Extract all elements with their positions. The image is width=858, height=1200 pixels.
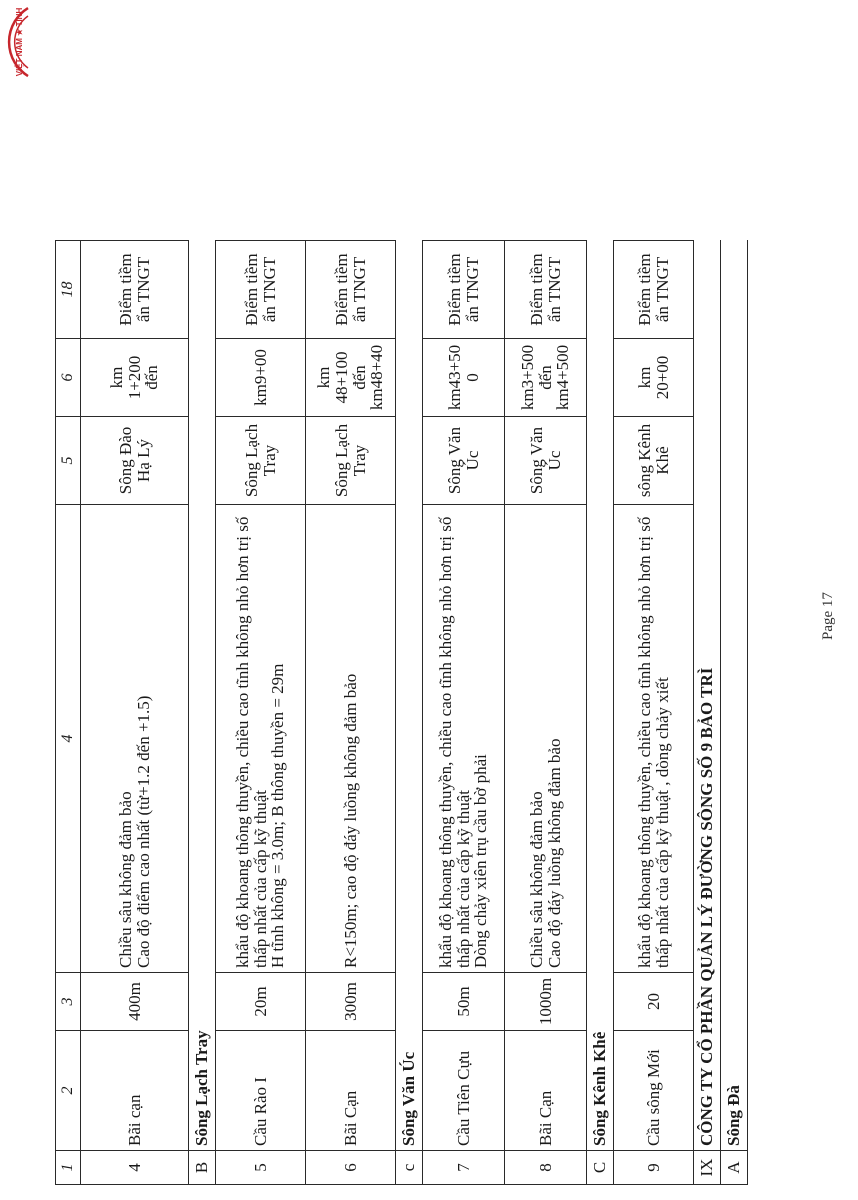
km-position <box>216 339 306 417</box>
table-row <box>614 241 694 1185</box>
description <box>81 505 189 973</box>
header-col-4: 4 <box>56 505 81 973</box>
cell-line: km <box>106 366 126 389</box>
section-row <box>587 241 614 1185</box>
cell-line: Chiều sâu không đảm bảo <box>115 791 135 968</box>
row-number: 7 <box>423 1151 505 1185</box>
cell-line: km 20+00 <box>634 355 672 400</box>
river-name: Sông Văn Úc <box>423 417 505 505</box>
section-code: IX <box>694 1151 721 1185</box>
description <box>505 505 587 973</box>
description <box>216 505 306 973</box>
header-col-18: 18 <box>56 241 81 339</box>
section-row <box>721 241 748 1185</box>
section-code: B <box>189 1151 216 1185</box>
section-title: Sông Kênh Khê <box>587 241 614 1151</box>
location-name: Bãi cạn <box>81 1031 189 1151</box>
cell-line: khẩu độ khoang thông thuyền, chiều cao tĩnh không nhỏ hơn trị số <box>435 516 455 968</box>
cell-line: 0 <box>462 373 482 382</box>
row-number: 9 <box>614 1151 694 1185</box>
hazard-points-table <box>55 240 748 1185</box>
cell-line: Chiều sâu không đảm bảo <box>526 791 546 968</box>
note: Điểm tiềm ẩn TNGT <box>614 241 694 339</box>
table-row <box>505 241 587 1185</box>
section-code: C <box>587 1151 614 1185</box>
km-position <box>81 339 189 417</box>
cell-line: khẩu độ khoang thông thuyền, chiều cao tĩnh không nhỏ hơn trị số <box>232 516 252 968</box>
km-position <box>614 339 694 417</box>
section-row <box>694 241 721 1185</box>
note: Điểm tiềm ẩn TNGT <box>81 241 189 339</box>
cell-line: thấp nhất của cấp kỹ thuật <box>453 790 473 968</box>
description <box>423 505 505 973</box>
cell-line: km9+00 <box>250 349 270 406</box>
location-name: Cầu Rào I <box>216 1031 306 1151</box>
location-name: Bãi Cạn <box>505 1031 587 1151</box>
row-number: 4 <box>81 1151 189 1185</box>
page-number: Page 17 <box>820 592 836 640</box>
river-name: Sông Đào Hạ Lý <box>81 417 189 505</box>
cell-line: thấp nhất của cấp kỹ thuật <box>250 790 270 968</box>
length: 20 <box>614 973 694 1031</box>
header-col-3: 3 <box>56 973 81 1031</box>
location-name: Cầu sông Mới <box>614 1031 694 1151</box>
river-name: Sông Lạch Tray <box>216 417 306 505</box>
cell-line: khẩu độ khoang thông thuyền, chiều cao tĩnh không nhỏ hơn trị số <box>634 516 654 968</box>
km-position <box>423 339 505 417</box>
section-code: c <box>396 1151 423 1185</box>
location-name: Cầu Tiên Cựu <box>423 1031 505 1151</box>
section-row <box>396 241 423 1185</box>
row-number: 8 <box>505 1151 587 1185</box>
note: Điểm tiềm ẩn TNGT <box>306 241 396 339</box>
km-position <box>306 339 396 417</box>
table-row <box>306 241 396 1185</box>
length: 20m <box>216 973 306 1031</box>
cell-line: Cao độ đáy luồng không đảm bảo <box>544 738 564 968</box>
row-number: 5 <box>216 1151 306 1185</box>
cell-line: km48+40 <box>367 344 387 411</box>
length: 300m <box>306 973 396 1031</box>
description <box>614 505 694 973</box>
red-seal-stamp <box>0 2 30 82</box>
row-number: 6 <box>306 1151 396 1185</box>
header-col-2: 2 <box>56 1031 81 1151</box>
cell-line: km43+50 <box>444 344 464 411</box>
cell-line: đến <box>349 365 369 390</box>
river-name: Sông Lạch Tray <box>306 417 396 505</box>
section-title: CÔNG TY CỔ PHẦN QUẢN LÝ ĐƯỜNG SÔNG SỐ 9 BẢO TRÌ <box>694 241 721 1151</box>
table-row <box>423 241 505 1185</box>
cell-line: 48+100 <box>331 351 351 404</box>
section-row <box>189 241 216 1185</box>
section-code: A <box>721 1151 748 1185</box>
cell-line: thấp nhất của cấp kỹ thuật , dòng chảy xiết <box>652 677 672 968</box>
cell-line: H tĩnh không = 3.0m; B thông thuyền = 29m <box>268 663 288 968</box>
cell-line: R<150m; cao độ đáy luồng không đảm bảo <box>340 673 360 968</box>
length: 50m <box>423 973 505 1031</box>
cell-line: km4+500 <box>553 344 573 411</box>
section-title: Sông Đà <box>721 241 748 1151</box>
header-col-6: 6 <box>56 339 81 417</box>
length: 400m <box>81 973 189 1031</box>
cell-line: đến <box>142 365 162 390</box>
river-name: Sông Văn Úc <box>505 417 587 505</box>
cell-line: đến <box>535 365 555 390</box>
header-row <box>56 241 81 1185</box>
cell-line: km3+500 <box>517 344 537 411</box>
cell-line: Dòng chảy xiên trụ cầu bờ phải <box>471 754 491 968</box>
location-name: Bãi Cạn <box>306 1031 396 1151</box>
table-row <box>216 241 306 1185</box>
description <box>306 505 396 973</box>
cell-line: 1+200 <box>124 355 144 400</box>
table-row <box>81 241 189 1185</box>
section-title: Sông Lạch Tray <box>189 241 216 1151</box>
header-col-1: 1 <box>56 1151 81 1185</box>
km-position <box>505 339 587 417</box>
note: Điểm tiềm ẩn TNGT <box>216 241 306 339</box>
cell-line: km <box>313 366 333 389</box>
length: 1000m <box>505 973 587 1031</box>
cell-line: Cao độ điểm cao nhất (từ+1.2 đến +1.5) <box>133 695 153 968</box>
river-name: sông Kênh Khê <box>614 417 694 505</box>
note: Điểm tiềm ẩn TNGT <box>505 241 587 339</box>
header-col-5: 5 <box>56 417 81 505</box>
svg-text:VIỆT NAM ★ TỈNH: VIỆT NAM ★ TỈNH <box>15 7 24 77</box>
section-title: Sông Văn Úc <box>396 241 423 1151</box>
note: Điểm tiềm ẩn TNGT <box>423 241 505 339</box>
